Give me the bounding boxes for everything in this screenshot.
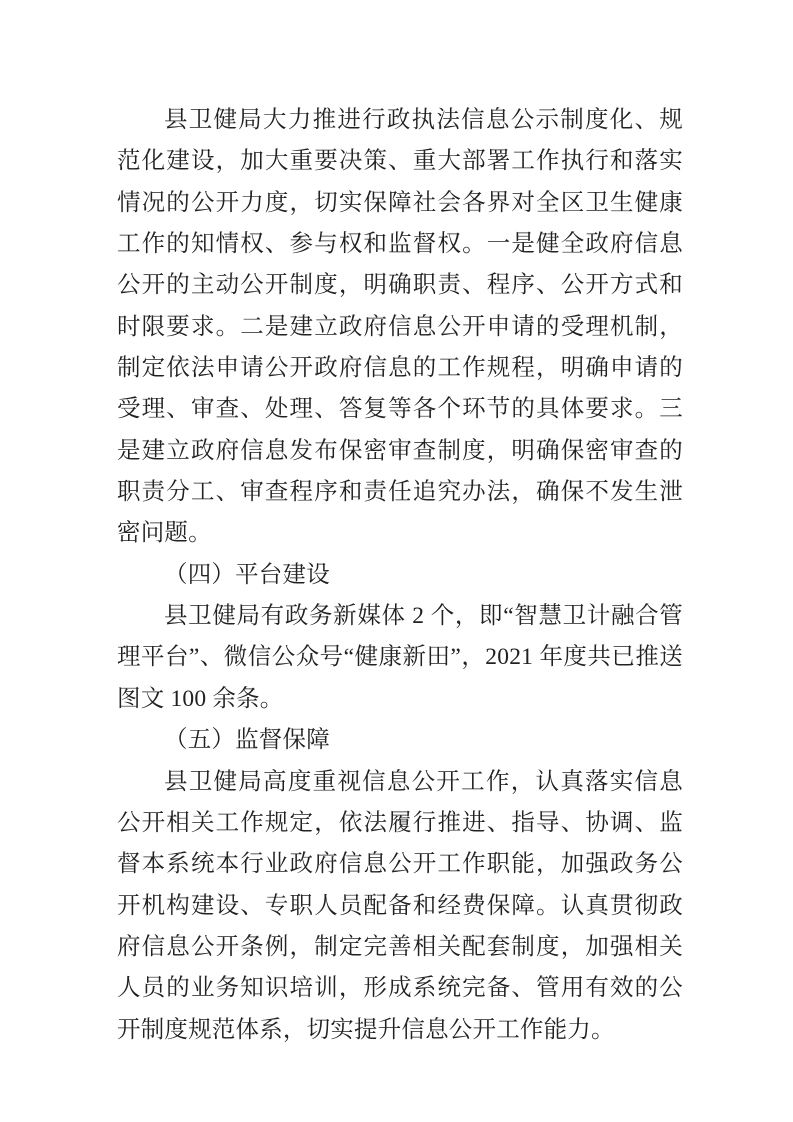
section-heading: （五）监督保障 [164, 727, 330, 754]
body-paragraph: 县卫健局高度重视信息公开工作，认真落实信息公开相关工作规定，依法履行推进、指导、协调、监督本系统本行业政府信息公开工作职能，加强政务公开机构建设、专职人员配备和经费保障。认真贯彻政府信息公开条例，制定完善相关配套制度，加强相关人员的业务知识培训，形成系统完备、管用有效的公开制度规范体系，切实提升信息公开工作能力。 [117, 768, 683, 1043]
body-paragraph: 县卫健局有政务新媒体 2 个，即“智慧卫计融合管理平台”、微信公众号“健康新田”，2021 年度共已推送图文 100 余条。 [117, 603, 683, 712]
body-paragraph: 县卫健局大力推进行政执法信息公示制度化、规范化建设，加大重要决策、重大部署工作执行和落实情况的公开力度，切实保障社会各界对全区卫生健康工作的知情权、参与权和监督权。一是健全政府信息公开的主动公开制度，明确职责、程序、公开方式和时限要求。二是建立政府信息公开申请的受理机制，制定依法申请公开政府信息的工作规程，明确申请的受理、审查、处理、答复等各个环节的具体要求。三是建立政府信息发布保密审查制度，明确保密审查的职责分工、审查程序和责任追究办法，确保不发生泄密问题。 [117, 107, 683, 547]
section-heading: （四）平台建设 [164, 561, 330, 588]
